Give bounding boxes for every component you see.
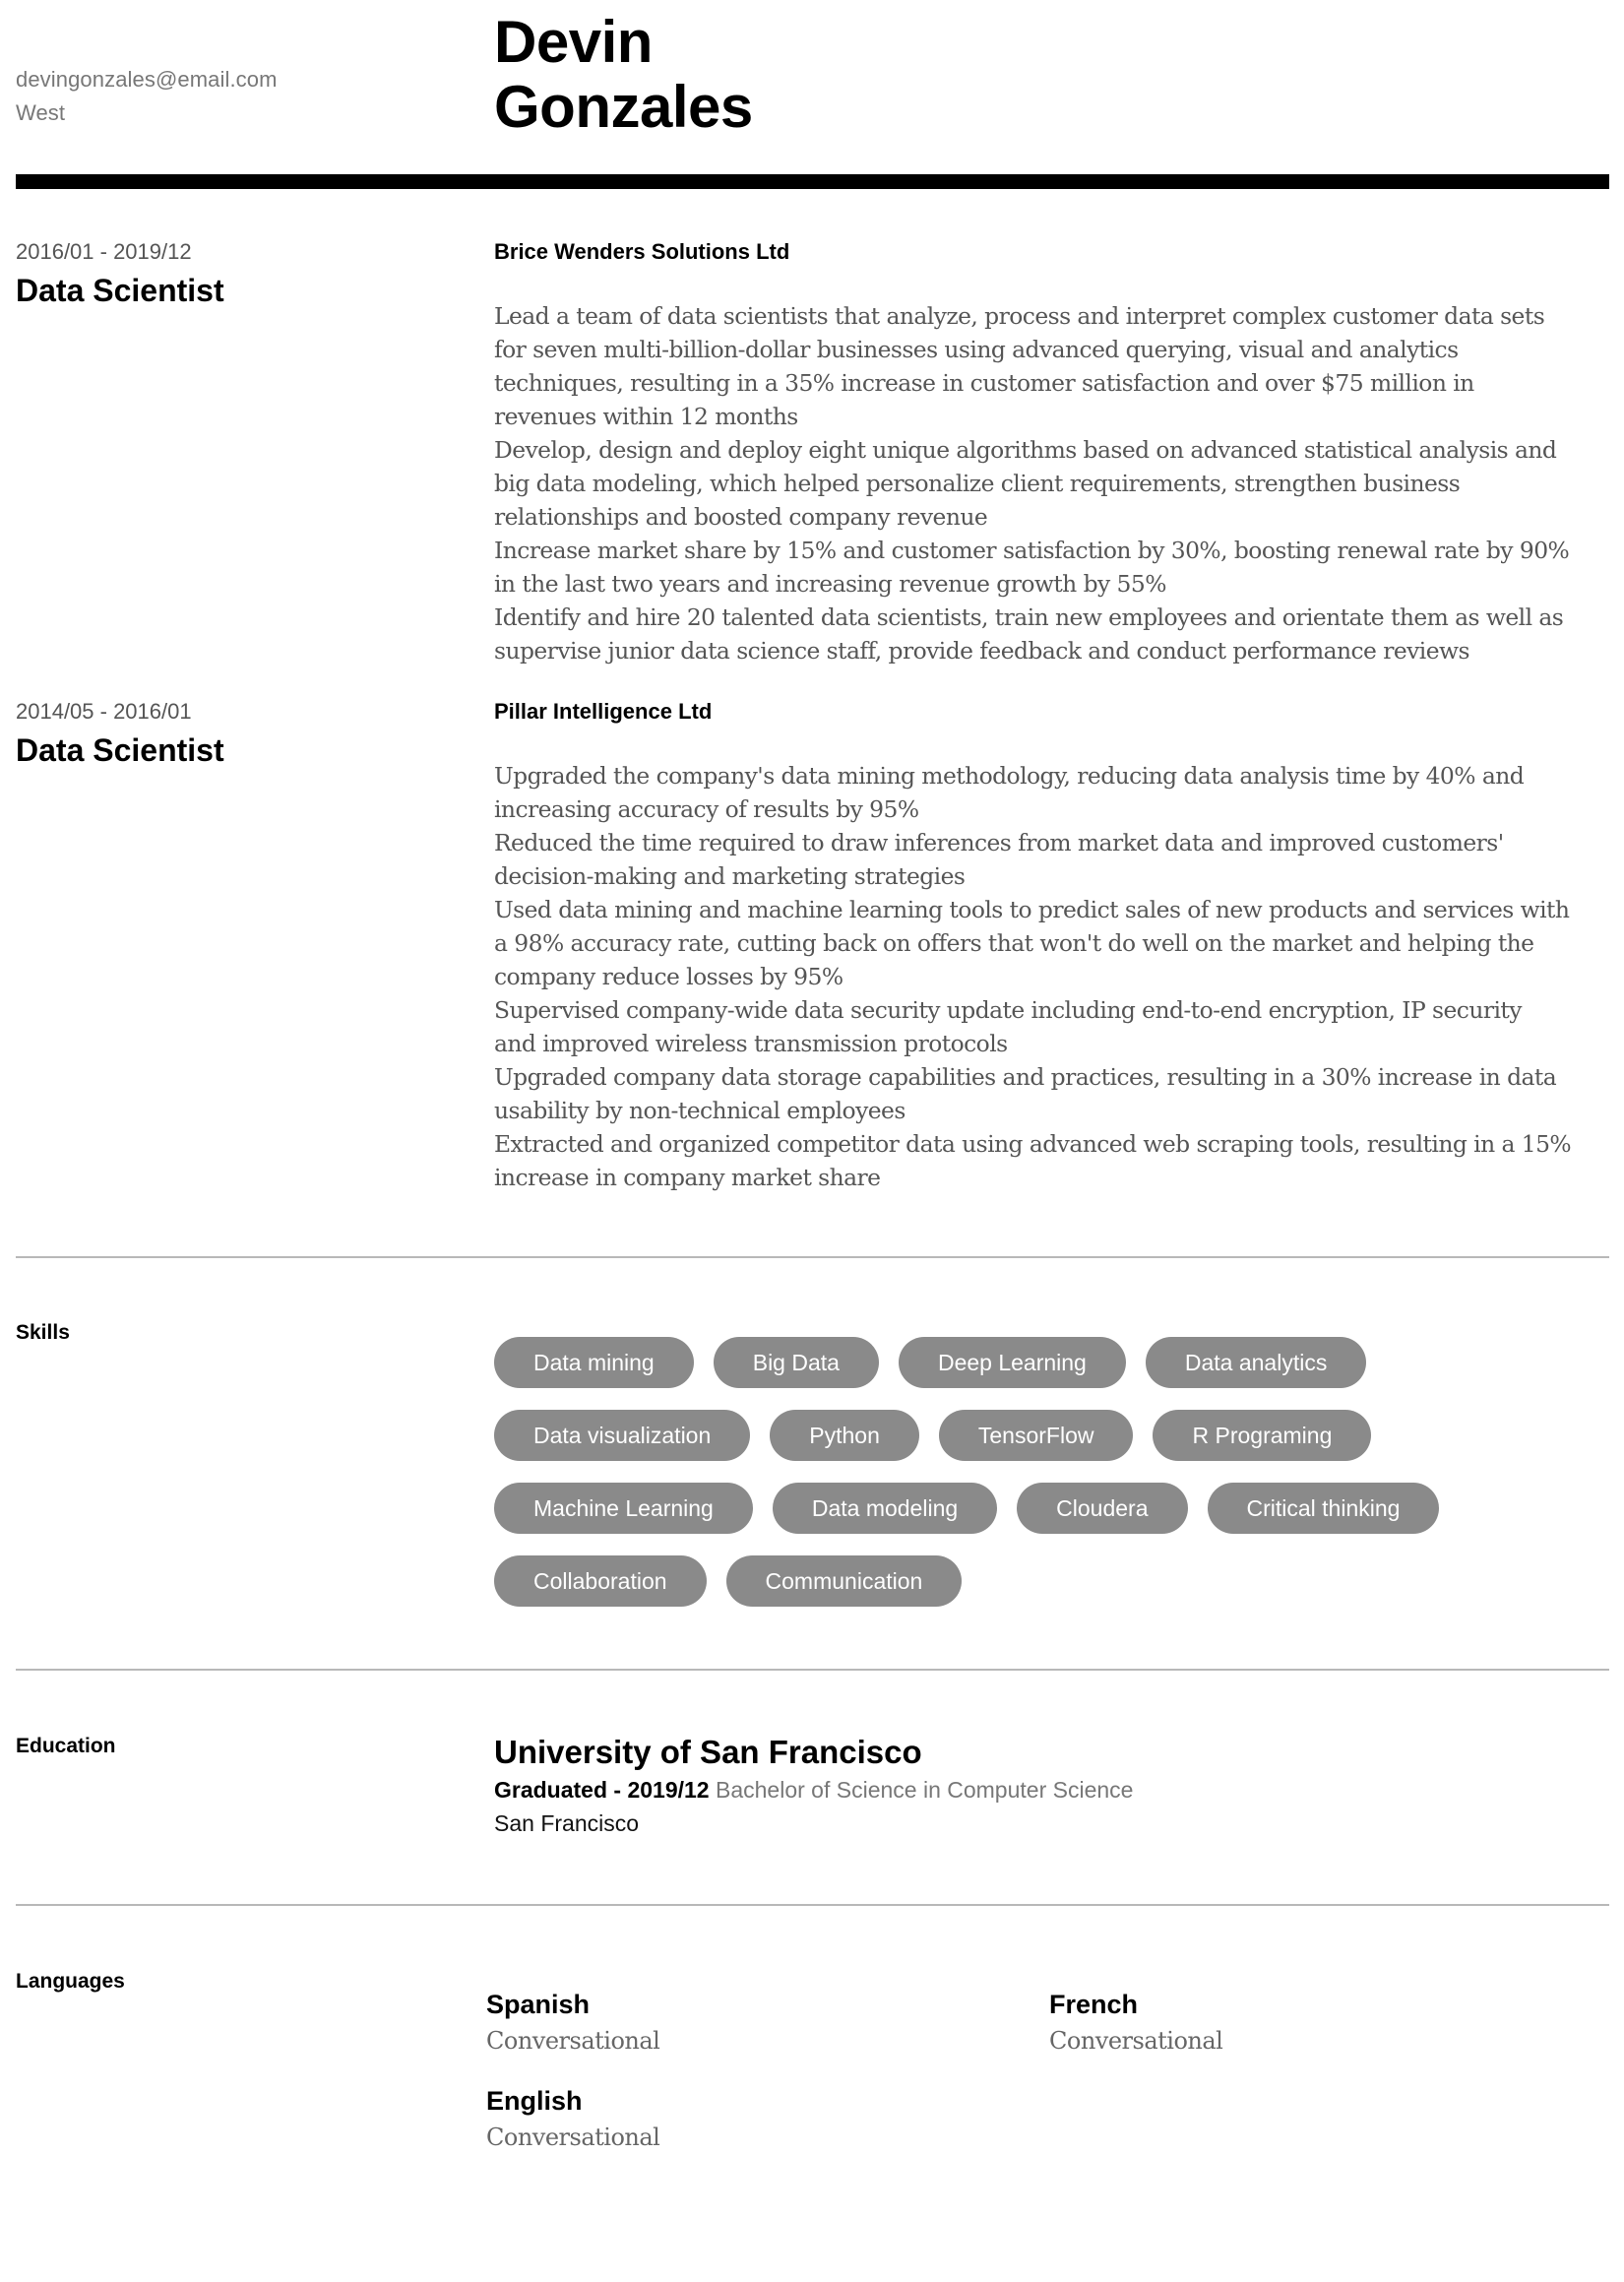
description-line: company reduce losses by 95%	[494, 963, 843, 990]
location-text: West	[16, 100, 66, 125]
description-line: Upgraded company data storage capabilities and practices, resulting in a 30% increase in data	[494, 1063, 1557, 1091]
description-line: supervise junior data science staff, provide feedback and conduct performance reviews	[494, 637, 1469, 665]
education-heading: Education	[16, 1735, 116, 1757]
section-divider	[16, 1669, 1609, 1671]
job-dates: 2016/01 - 2019/12	[16, 239, 192, 264]
description-line: relationships and boosted company revenue	[494, 503, 988, 531]
skill-tag: Data visualization	[494, 1410, 750, 1461]
skill-tag: Data mining	[494, 1337, 694, 1388]
skill-tag: Communication	[726, 1555, 963, 1607]
description-line: revenues within 12 months	[494, 403, 798, 430]
description-line: Reduced the time required to draw inferences from market data and improved customers'	[494, 829, 1504, 856]
skills-list	[494, 1337, 1577, 1607]
language-name: French	[1049, 1990, 1139, 2019]
language-item	[486, 2083, 1049, 2156]
description-line: usability by non-technical employees	[494, 1097, 906, 1124]
skill-tag: Python	[770, 1410, 919, 1461]
graduation-date: Graduated - 2019/12	[494, 1777, 710, 1803]
job-title: Data Scientist	[16, 273, 224, 308]
contact-info	[16, 63, 468, 130]
description-line: Identify and hire 20 talented data scientists, train new employees and orientate them as well as	[494, 603, 1564, 631]
language-item	[1049, 1987, 1612, 2060]
skill-tag: Data modeling	[773, 1483, 997, 1534]
company-name: Brice Wenders Solutions Ltd	[494, 239, 790, 264]
description-line: decision-making and marketing strategies	[494, 862, 966, 890]
description-line: big data modeling, which helped personalize client requirements, strengthen business	[494, 470, 1461, 497]
skill-tag: Cloudera	[1017, 1483, 1187, 1534]
section-divider	[16, 1904, 1609, 1906]
header-divider	[16, 174, 1609, 189]
school-name: University of San Francisco	[494, 1734, 922, 1770]
language-name: English	[486, 2086, 583, 2116]
description-line: in the last two years and increasing revenue growth by 55%	[494, 570, 1166, 598]
description-line: increasing accuracy of results by 95%	[494, 795, 919, 823]
description-line: Supervised company-wide data security update including end-to-end encryption, IP security	[494, 996, 1522, 1024]
language-name: Spanish	[486, 1990, 591, 2019]
description-line: Upgraded the company's data mining methodology, reducing data analysis time by 40% and	[494, 762, 1525, 790]
description-line: a 98% accuracy rate, cutting back on offers that won't do well on the market and helping the	[494, 929, 1534, 957]
skill-tag: Critical thinking	[1208, 1483, 1440, 1534]
languages-list	[486, 1987, 1618, 2156]
degree-name: Bachelor of Science in Computer Science	[716, 1777, 1134, 1803]
description-line: Extracted and organized competitor data using advanced web scraping tools, resulting in a 15%	[494, 1130, 1572, 1158]
education-entry	[494, 1733, 1577, 1840]
skills-heading: Skills	[16, 1321, 70, 1344]
language-level: Conversational	[486, 2124, 660, 2151]
description-line: Increase market share by 15% and customer satisfaction by 30%, boosting renewal rate by 90%	[494, 537, 1570, 564]
skill-tag: Deep Learning	[899, 1337, 1126, 1388]
description-line: Used data mining and machine learning tools to predict sales of new products and services with	[494, 896, 1570, 923]
section-divider	[16, 1256, 1609, 1258]
skill-tag: R Programing	[1153, 1410, 1371, 1461]
job-description	[494, 299, 1611, 667]
language-item	[486, 1987, 1049, 2060]
job-description	[494, 759, 1611, 1194]
description-line: Develop, design and deploy eight unique algorithms based on advanced statistical analysis and	[494, 436, 1557, 464]
email-text: devingonzales@email.com	[16, 67, 278, 92]
first-name: Devin	[494, 9, 653, 75]
school-location: San Francisco	[494, 1810, 640, 1836]
description-line: for seven multi-billion-dollar businesses using advanced querying, visual and analytics	[494, 336, 1459, 363]
skill-tag: Big Data	[714, 1337, 879, 1388]
description-line: techniques, resulting in a 35% increase in customer satisfaction and over $75 million in	[494, 369, 1474, 397]
language-level: Conversational	[486, 2027, 660, 2055]
skill-tag: TensorFlow	[939, 1410, 1134, 1461]
description-line: and improved wireless transmission protocols	[494, 1030, 1008, 1057]
company-name: Pillar Intelligence Ltd	[494, 699, 713, 724]
job-title: Data Scientist	[16, 732, 224, 768]
language-level: Conversational	[1049, 2027, 1223, 2055]
degree-line	[494, 1773, 1577, 1807]
last-name: Gonzales	[494, 74, 753, 140]
languages-heading: Languages	[16, 1970, 125, 1993]
candidate-name	[494, 10, 1380, 140]
description-line: increase in company market share	[494, 1164, 881, 1191]
skill-tag: Machine Learning	[494, 1483, 753, 1534]
description-line: Lead a team of data scientists that analyze, process and interpret complex customer data sets	[494, 302, 1545, 330]
skill-tag: Collaboration	[494, 1555, 707, 1607]
job-dates: 2014/05 - 2016/01	[16, 699, 192, 724]
skill-tag: Data analytics	[1146, 1337, 1366, 1388]
